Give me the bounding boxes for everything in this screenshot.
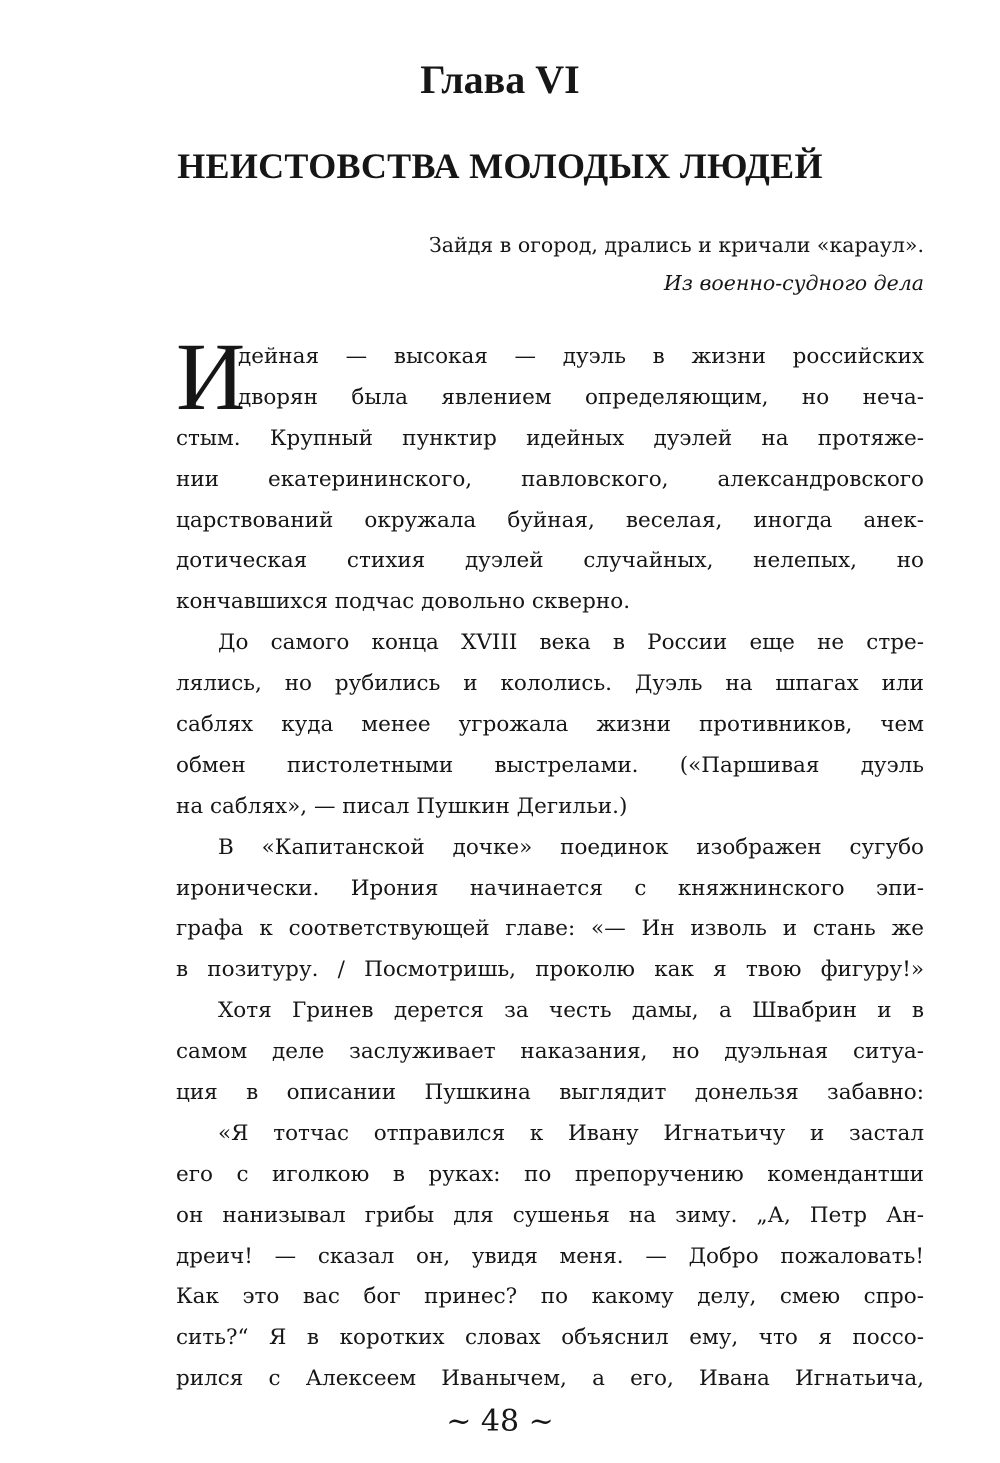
- body-text: [176, 323, 924, 1400]
- drop-cap: И: [176, 323, 246, 430]
- text-line: дворян была явлением определяющим, но неча-: [238, 384, 924, 410]
- text-line: на саблях», — писал Пушкин Дегильи.): [176, 793, 628, 819]
- chapter-number: Глава VI: [420, 57, 580, 102]
- text-line: «Я тотчас отправился к Ивану Игнатьичу и застал: [218, 1120, 924, 1146]
- text-line: в позитуру. / Посмотришь, проколю как я твою фигуру!»: [176, 957, 924, 983]
- text-line: Как это вас бог принес? по какому делу, смею спро-: [176, 1284, 924, 1310]
- text-line: кончавшихся подчас довольно скверно.: [176, 589, 631, 615]
- epigraph-quote: Зайдя в огород, дрались и кричали «караул».: [429, 233, 924, 257]
- text-line: графа к соответствующей главе: «— Ин изволь и стань же: [176, 916, 924, 942]
- text-line: дейная — высокая — дуэль в жизни российских: [238, 344, 924, 369]
- text-line: сить?“ Я в коротких словах объяснил ему, что я поссо-: [176, 1325, 924, 1351]
- text-line: В «Капитанской дочке» поединок изображен сугубо: [218, 834, 924, 860]
- page-number: ~ 48 ~: [446, 1404, 554, 1439]
- text-line: он нанизывал грибы для сушенья на зиму. „А, Петр Ан-: [176, 1202, 924, 1228]
- epigraph: [429, 226, 924, 302]
- text-line: лялись, но рубились и кололись. Дуэль на шпагах или: [176, 671, 924, 697]
- text-line: До самого конца XVIII века в России еще не стре-: [218, 630, 924, 656]
- text-line: стым. Крупный пунктир идейных дуэлей на протяже-: [176, 425, 924, 451]
- text-line: царствований окружала буйная, веселая, иногда анек-: [176, 507, 924, 533]
- text-line: рился с Алексеем Иванычем, а его, Ивана Игнатьича,: [176, 1366, 924, 1392]
- chapter-title: НЕИСТОВСТВА МОЛОДЫХ ЛЮДЕЙ: [177, 146, 823, 186]
- text-line: Хотя Гринев дерется за честь дамы, а Швабрин и в: [218, 998, 924, 1024]
- text-line: ция в описании Пушкина выглядит донельзя забавно:: [176, 1080, 924, 1106]
- epigraph-source: Из военно-судного дела: [663, 271, 924, 295]
- text-line: обмен пистолетными выстрелами. («Паршивая дуэль: [176, 752, 924, 778]
- text-line: дреич! — сказал он, увидя меня. — Добро пожаловать!: [176, 1243, 924, 1269]
- text-line: самом деле заслуживает наказания, но дуэльная ситуа-: [176, 1039, 924, 1065]
- text-line: нии екатерининского, павловского, александровского: [176, 466, 924, 492]
- text-line: иронически. Ирония начинается с княжнинского эпи-: [176, 875, 924, 901]
- text-line: дотическая стихия дуэлей случайных, нелепых, но: [176, 548, 924, 574]
- text-line: саблях куда менее угрожала жизни противников, чем: [176, 712, 924, 738]
- text-line: его с иголкою в руках: по препоручению комендантши: [176, 1161, 924, 1187]
